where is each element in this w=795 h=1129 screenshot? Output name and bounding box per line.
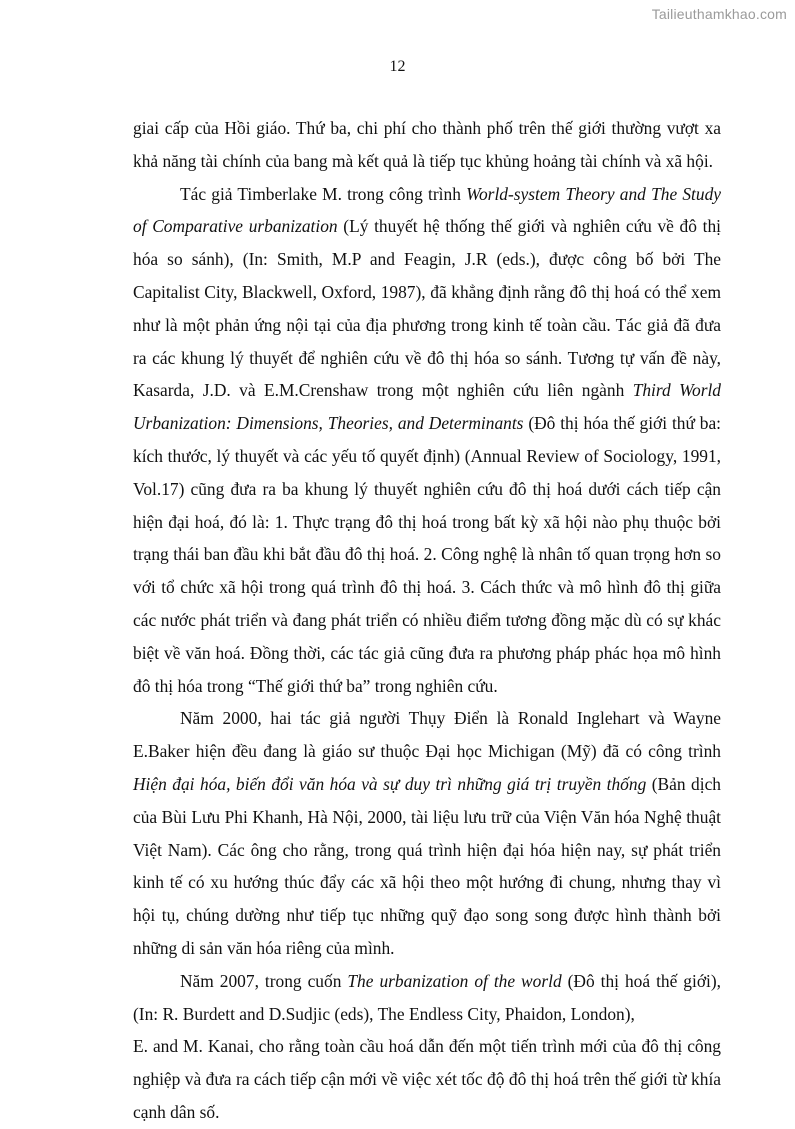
- paragraph-4-text-2: (Đô thị hoá thế giới), (In: R. Burdett and D.Sudjic (eds), The Endless City, Phaidon, London),: [133, 970, 721, 1024]
- paragraph-4-title-1: The urbanization of the world: [347, 970, 562, 991]
- paragraph-2-text-2: (Lý thuyết hệ thống thế giới và nghiên cứu về đô thị hóa so sánh), (In: Smith, M.P and Feagin, J.R (eds.), được công bố bởi The Capitalist City, Blackwell, Oxford, 1987), đã khẳng định rằng đô thị hoá có thể xem như là một phản ứng nội tại của địa phương trong kinh tế toàn cầu. Tác giả đã đưa ra các khung lý thuyết để nghiên cứu về đô thị hóa so sánh. Tương tự vấn đề này, Kasarda, J.D. và E.M.Crenshaw trong một nghiên cứu liên ngành: [133, 216, 721, 401]
- paragraph-2-title-2: Third World Urbanization: Dimensions, Theories, and Determinants: [133, 380, 721, 434]
- document-body: [133, 112, 721, 1129]
- page-number: 12: [389, 58, 406, 75]
- paragraph-3-title-1: Hiện đại hóa, biến đổi văn hóa và sự duy trì những giá trị truyền thống: [133, 773, 647, 794]
- paragraph-2-text-1: Tác giả Timberlake M. trong công trình: [180, 183, 467, 204]
- watermark-text: Tailieuthamkhao.com: [651, 6, 787, 22]
- paragraph-4: [133, 965, 721, 1031]
- paragraph-1: giai cấp của Hồi giáo. Thứ ba, chi phí cho thành phố trên thế giới thường vượt xa khả năng tài chính của bang mà kết quả là tiếp tục khủng hoảng tài chính và xã hội.: [133, 118, 721, 171]
- paragraph-2-text-3: (Đô thị hóa thế giới thứ ba: kích thước, lý thuyết và các yếu tố quyết định) (Annual Review of Sociology, 1991, Vol.17) cũng đưa ra ba khung lý thuyết nghiên cứu đô thị hoá dưới cách tiếp cận hiện đại hoá, đó là: 1. Thực trạng đô thị hoá trong bất kỳ xã hội nào phụ thuộc bởi trạng thái ban đầu khi bắt đầu đô thị hoá. 2. Công nghệ là nhân tố quan trọng hơn so với tổ chức xã hội trong quá trình đô thị hoá. 3. Cách thức và mô hình đô thị giữa các nước phát triển và đang phát triển có nhiều điểm tương đồng mặc dù có sự khác biệt về văn hoá. Đồng thời, các tác giả cũng đưa ra phương pháp phác họa mô hình đô thị hóa trong “Thế giới thứ ba” trong nghiên cứu.: [133, 413, 721, 696]
- paragraph-2-title-1: World-system Theory and The Study of Comparative urbanization: [133, 183, 721, 237]
- paragraph-3-text-1: Năm 2000, hai tác giả người Thụy Điển là Ronald Inglehart và Wayne E.Baker hiện đều đang là giáo sư thuộc Đại học Michigan (Mỹ) đã có công trình: [133, 708, 721, 762]
- paragraph-3: [133, 702, 721, 964]
- paragraph-3-text-2: (Bản dịch của Bùi Lưu Phi Khanh, Hà Nội, 2000, tài liệu lưu trữ của Viện Văn hóa Nghệ thuật Việt Nam). Các ông cho rằng, trong quá trình hiện đại hóa hiện nay, sự phát triển kinh tế có xu hướng thúc đẩy các xã hội theo một hướng đi chung, nhưng thay vì hội tụ, chúng dường như tiếp tục những quỹ đạo song song được hình thành bởi những di sản văn hóa riêng của mình.: [133, 773, 721, 958]
- paragraph-2: [133, 178, 721, 703]
- paragraph-5: E. and M. Kanai, cho rằng toàn cầu hoá dẫn đến một tiến trình mới của đô thị công nghiệp và đưa ra cách tiếp cận mới về việc xét tốc độ đô thị hoá trên thế giới từ khía cạnh dân số.: [133, 1036, 721, 1122]
- paragraph-4-text-1: Năm 2007, trong cuốn: [180, 970, 348, 991]
